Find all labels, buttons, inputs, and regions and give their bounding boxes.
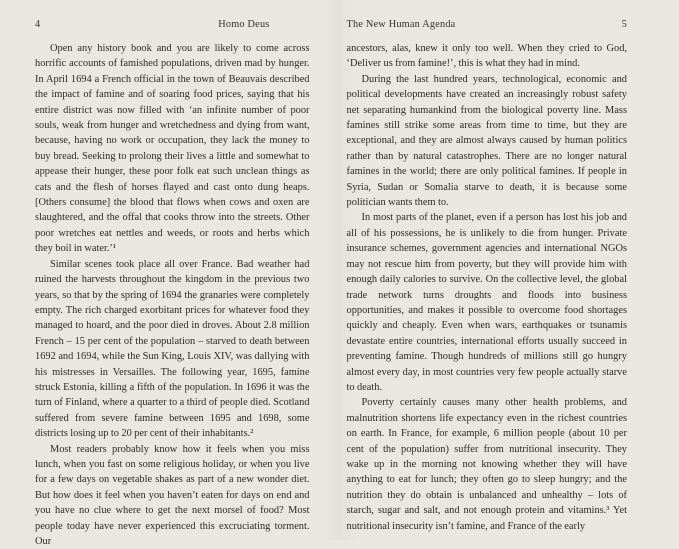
paragraph: Similar scenes took place all over France. Bad weather had ruined the harvests throughout the kingdom in the previous two years, so that by the spring of 1694 the granaries were completely empty. The rich charged exorbitant prices for whatever food they managed to hoard, and the poor died in droves. About 2.8 million French – 15 per cent of the population – starved to death between 1692 and 1694, while the Sun King, Louis XIV, was dallying with his mistresses in Versailles. The following year, 1695, famine struck Estonia, killing a fifth of the population. In 1696 it was the turn of Finland, where a quarter to a third of people died. Scotland suffered from severe famine between 1695 and 1698, some districts losing up to 20 per cent of their inhabitants.² xyxy=(35,257,310,442)
paragraph: Open any history book and you are likely to come across horrific accounts of famished populations, driven mad by hunger. In April 1694 a French official in the town of Beauvais described the impact of famine and of soaring food prices, saying that his entire district was now filled with ‘an infinite number of poor souls, weak from hunger and wretchedness and dying from want, because, having no work or occupation, they lack the money to buy bread. Seeking to prolong their lives a little and somewhat to appease their hunger, these poor folk eat such unclean things as cats and the flesh of horses flayed and cast onto dung heaps. [Others consume] the blood that flows when cows and oxen are slaughtered, and the offal that cooks throw into the streets. Other poor wretches eat nettles and weeds, or roots and herbs which they boil in water.’¹ xyxy=(35,41,310,257)
page-number-left: 4 xyxy=(35,19,40,30)
paragraph: During the last hundred years, technological, economic and political developments have created an increasingly robust safety net separating humankind from the biological poverty line. Mass famines still strike some areas from time to time, but they are exceptional, and they are almost always caused by human politics rather than by natural catastrophes. There are no longer natural famines in the world; there are only political famines. If people in Syria, Sudan or Somalia starve to death, it is because some politician wants them to. xyxy=(347,72,628,211)
page-number-right: 5 xyxy=(622,19,627,30)
running-header-left xyxy=(35,19,310,30)
running-title-left: Homo Deus xyxy=(218,19,269,30)
paragraph: Poverty certainly causes many other health problems, and malnutrition shortens life expectancy even in the richest countries on earth. In France, for example, 6 million people (about 10 per cent of the population) suffer from nutritional insecurity. They wake up in the morning not knowing whether they will have anything to eat for lunch; they often go to sleep hungry; and the nutrition they do obtain is unbalanced and unhealthy – lots of starch, sugar and salt, and not enough protein and vitamins.³ Yet nutritional insecurity isn’t famine, and France of the early xyxy=(347,395,628,534)
paragraph: ancestors, alas, knew it only too well. When they cried to God, ‘Deliver us from famine!’, this is what they had in mind. xyxy=(347,41,628,72)
page-right xyxy=(340,0,679,540)
running-title-right: The New Human Agenda xyxy=(347,19,456,30)
page-left xyxy=(0,0,340,540)
page-body-left xyxy=(35,41,310,549)
paragraph: Most readers probably know how it feels when you miss lunch, when you fast on some religious holiday, or when you live for a few days on vegetable shakes as part of a new wonder diet. But how does it feel when you haven’t eaten for days on end and you have no clue where to get the next morsel of food? Most people today have never experienced this excruciating torment. Our xyxy=(35,442,310,549)
paragraph: In most parts of the planet, even if a person has lost his job and all of his possessions, he is unlikely to die from hunger. Private insurance schemes, government agencies and international NGOs may not rescue him from poverty, but they will provide him with enough daily calories to survive. On the collective level, the global trade network turns droughts and floods into business opportunities, and makes it possible to overcome food shortages quickly and cheaply. Even when wars, earthquakes or tsunamis devastate entire countries, international efforts usually succeed in preventing famine. Though hundreds of millions still go hungry almost every day, in most countries very few people actually starve to death. xyxy=(347,210,628,395)
running-header-right xyxy=(347,19,628,30)
page-body-right xyxy=(347,41,628,534)
